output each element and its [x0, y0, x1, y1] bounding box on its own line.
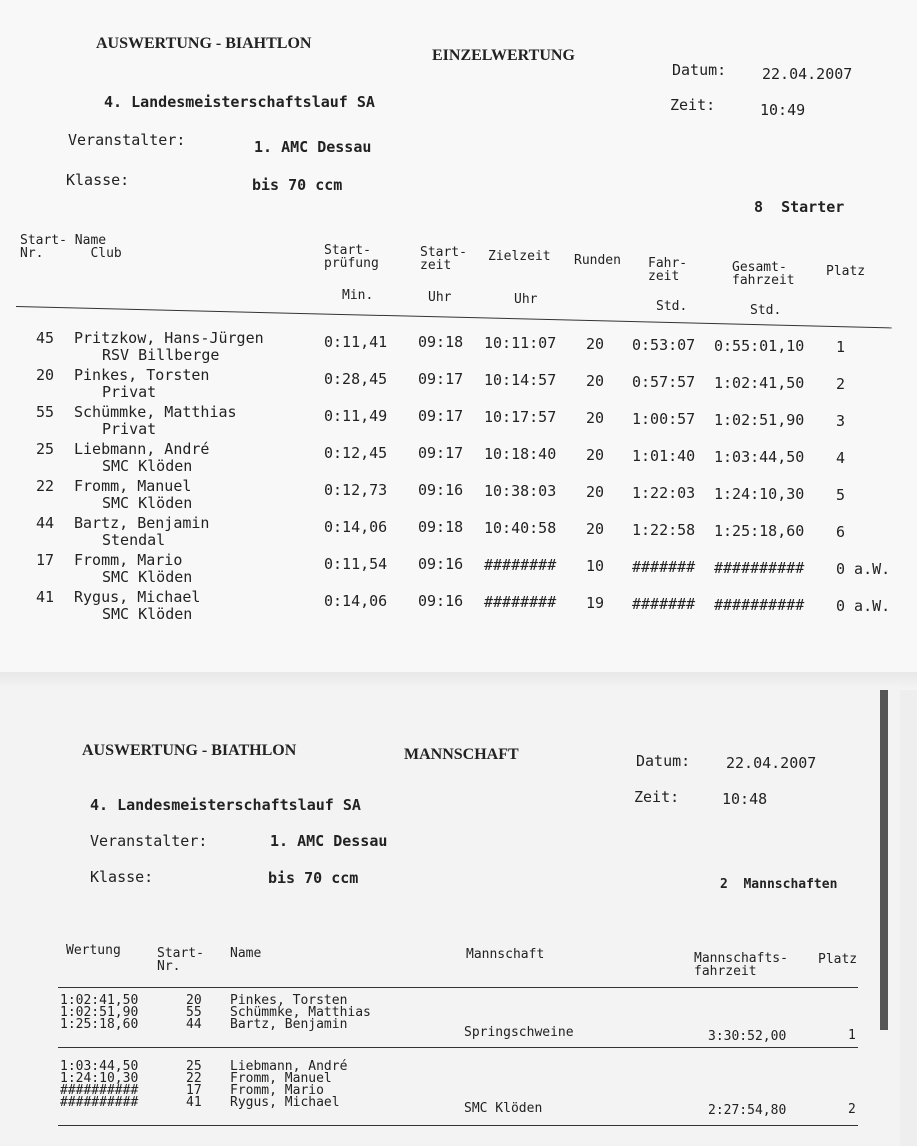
result-ziel: ######## — [484, 556, 557, 574]
result-fahr: ####### — [632, 558, 696, 576]
result-nr: 45 — [36, 329, 55, 347]
header-team-platz: Platz — [818, 952, 858, 967]
mannschaft-count: 2 Mannschaften — [720, 877, 838, 892]
result-gesamt: 0:55:01,10 — [714, 337, 805, 355]
result-platz: 5 — [836, 486, 846, 504]
header-fahrzeit: Fahr- zeit — [648, 256, 688, 284]
header-zielzeit: Zielzeit — [488, 249, 551, 264]
header-startnr-name-club: Start- Name Nr. Club — [20, 233, 122, 261]
result-fahr: 1:00:57 — [632, 410, 696, 428]
team-nrs: 25 22 17 41 — [186, 1059, 202, 1110]
result-nr: 20 — [36, 366, 55, 384]
mannschaft-veranstalter-label: Veranstalter: — [90, 832, 208, 850]
header-startzeit: Start- zeit — [420, 245, 467, 273]
result-runden: 20 — [586, 409, 605, 427]
result-club: Privat — [102, 383, 157, 401]
header-gesamtfahrzeit: Gesamt- fahrzeit — [732, 260, 795, 288]
result-club: Privat — [102, 420, 157, 438]
einzel-datum: 22.04.2007 — [762, 65, 853, 83]
result-ziel: ######## — [484, 593, 557, 611]
result-nr: 17 — [36, 551, 55, 569]
result-ziel: 10:18:40 — [484, 445, 557, 463]
result-start: 09:18 — [418, 333, 464, 351]
result-ziel: 10:40:58 — [484, 519, 557, 537]
paper-shadow-edge — [880, 690, 888, 1030]
result-fahr: 0:53:07 — [632, 336, 696, 354]
result-runden: 20 — [586, 520, 605, 538]
team-times: 1:02:41,50 1:02:51,90 1:25:18,60 — [60, 993, 139, 1032]
result-club: RSV Billberge — [102, 346, 220, 364]
result-runden: 20 — [586, 335, 605, 353]
mannschaft-event: 4. Landesmeisterschaftslauf SA — [90, 796, 361, 814]
result-club: SMC Klöden — [102, 568, 193, 586]
result-fahr: 1:01:40 — [632, 447, 696, 465]
result-club: SMC Klöden — [102, 605, 193, 623]
header-zielzeit-unit: Uhr — [514, 292, 538, 307]
result-fahr: 0:57:57 — [632, 373, 696, 391]
result-club: SMC Klöden — [102, 494, 193, 512]
result-nr: 55 — [36, 403, 55, 421]
einzel-starter-count: 8 Starter — [754, 198, 845, 216]
result-start: 09:17 — [418, 407, 464, 425]
header-mannschaft: Mannschaft — [466, 947, 545, 962]
team-names: Pinkes, Torsten Schümmke, Matthias Bartz, Benjamin — [230, 993, 371, 1032]
result-platz: 2 — [836, 375, 846, 393]
result-platz: 1 — [836, 338, 846, 356]
result-ziel: 10:11:07 — [484, 334, 557, 352]
einzel-veranstalter-label: Veranstalter: — [68, 131, 186, 149]
mannschaft-datum: 22.04.2007 — [726, 754, 817, 772]
header-startpruefung-unit: Min. — [342, 288, 374, 303]
result-club: Stendal — [102, 531, 166, 549]
team-fahrzeit: 2:27:54,80 — [708, 1103, 787, 1118]
result-runden: 10 — [586, 557, 605, 575]
result-runden: 20 — [586, 446, 605, 464]
result-start: 09:16 — [418, 555, 464, 573]
team-names: Liebmann, André Fromm, Manuel Fromm, Mario Rygus, Michael — [230, 1059, 348, 1110]
einzel-veranstalter: 1. AMC Dessau — [254, 138, 372, 156]
header-fahrzeit-unit: Std. — [656, 299, 688, 314]
header-platz: Platz — [826, 264, 866, 279]
result-ziel: 10:17:57 — [484, 408, 557, 426]
result-ziel: 10:38:03 — [484, 482, 557, 500]
header-team-startnr: Start- Nr. — [157, 946, 204, 974]
result-name: Schümmke, Matthias — [74, 403, 237, 421]
team-team: Springschweine — [464, 1025, 574, 1040]
result-pruef: 0:14,06 — [324, 592, 388, 610]
result-gesamt: 1:02:41,50 — [714, 374, 805, 392]
team-row-divider — [58, 1125, 858, 1126]
result-start: 09:16 — [418, 481, 464, 499]
result-start: 09:16 — [418, 592, 464, 610]
result-runden: 20 — [586, 372, 605, 390]
result-pruef: 0:12,45 — [324, 444, 388, 462]
mannschaft-veranstalter: 1. AMC Dessau — [270, 832, 388, 850]
mannschaft-sheet — [0, 685, 900, 1146]
einzel-zeit-label: Zeit: — [670, 96, 716, 114]
result-start: 09:18 — [418, 518, 464, 536]
result-fahr: ####### — [632, 595, 696, 613]
result-fahr: 1:22:58 — [632, 521, 696, 539]
mannschaft-zeit: 10:48 — [722, 790, 768, 808]
result-gesamt: 1:25:18,60 — [714, 522, 805, 540]
result-gesamt: 1:03:44,50 — [714, 448, 805, 466]
result-pruef: 0:11,49 — [324, 407, 388, 425]
result-name: Fromm, Manuel — [74, 477, 192, 495]
result-pruef: 0:12,73 — [324, 481, 388, 499]
result-platz: 3 — [836, 412, 846, 430]
result-nr: 25 — [36, 440, 55, 458]
result-nr: 22 — [36, 477, 55, 495]
result-platz: 4 — [836, 449, 846, 467]
header-team-name: Name — [230, 946, 262, 961]
mannschaft-datum-label: Datum: — [636, 752, 691, 770]
result-pruef: 0:11,54 — [324, 555, 388, 573]
result-pruef: 0:11,41 — [324, 333, 388, 351]
result-name: Pritzkow, Hans-Jürgen — [74, 329, 264, 347]
result-nr: 44 — [36, 514, 55, 532]
result-gesamt: ########## — [714, 559, 805, 577]
header-gesamtfahrzeit-unit: Std. — [750, 303, 782, 318]
result-start: 09:17 — [418, 370, 464, 388]
einzel-klasse: bis 70 ccm — [252, 176, 343, 194]
result-runden: 19 — [586, 594, 605, 612]
team-header-divider — [58, 987, 858, 988]
mannschaft-title: AUSWERTUNG - BIATHLON — [82, 742, 297, 759]
result-name: Rygus, Michael — [74, 588, 201, 606]
result-fahr: 1:22:03 — [632, 484, 696, 502]
team-nrs: 20 55 44 — [186, 993, 202, 1032]
team-row-divider — [58, 1047, 858, 1048]
mannschaft-zeit-label: Zeit: — [634, 788, 680, 806]
result-gesamt: 1:02:51,90 — [714, 411, 805, 429]
mannschaft-klasse: bis 70 ccm — [268, 869, 359, 887]
einzel-datum-label: Datum: — [672, 61, 727, 79]
result-platz: 6 — [836, 523, 846, 541]
result-start: 09:17 — [418, 444, 464, 462]
team-times: 1:03:44,50 1:24:10,30 ########## ########## — [60, 1059, 139, 1110]
result-name: Fromm, Mario — [74, 551, 183, 569]
einzel-zeit: 10:49 — [760, 101, 806, 119]
result-runden: 20 — [586, 483, 605, 501]
einzel-event: 4. Landesmeisterschaftslauf SA — [104, 93, 375, 111]
result-gesamt: ########## — [714, 596, 805, 614]
team-team: SMC Klöden — [464, 1101, 543, 1116]
header-runden: Runden — [574, 253, 621, 268]
einzel-title: AUSWERTUNG - BIAHTLON — [96, 35, 312, 52]
header-startzeit-unit: Uhr — [428, 290, 452, 305]
result-name: Liebmann, André — [74, 440, 210, 458]
header-startpruefung: Start- prüfung — [324, 243, 379, 271]
result-name: Bartz, Benjamin — [74, 514, 210, 532]
result-pruef: 0:28,45 — [324, 370, 388, 388]
result-ziel: 10:14:57 — [484, 371, 557, 389]
header-mannschaftsfahrzeit: Mannschafts- fahrzeit — [694, 951, 788, 979]
result-gesamt: 1:24:10,30 — [714, 485, 805, 503]
mannschaft-subtitle: MANNSCHAFT — [404, 746, 519, 763]
team-fahrzeit: 3:30:52,00 — [708, 1029, 787, 1044]
einzel-subtitle: EINZELWERTUNG — [432, 47, 575, 64]
team-platz: 1 — [848, 1028, 856, 1043]
mannschaft-klasse-label: Klasse: — [90, 868, 154, 886]
einzel-klasse-label: Klasse: — [66, 171, 130, 189]
result-pruef: 0:14,06 — [324, 518, 388, 536]
team-platz: 2 — [848, 1102, 856, 1117]
header-wertung: Wertung — [66, 943, 121, 958]
result-platz: 0 a.W. — [836, 560, 891, 578]
result-platz: 0 a.W. — [836, 597, 891, 615]
result-name: Pinkes, Torsten — [74, 366, 210, 384]
result-club: SMC Klöden — [102, 457, 193, 475]
result-nr: 41 — [36, 588, 55, 606]
